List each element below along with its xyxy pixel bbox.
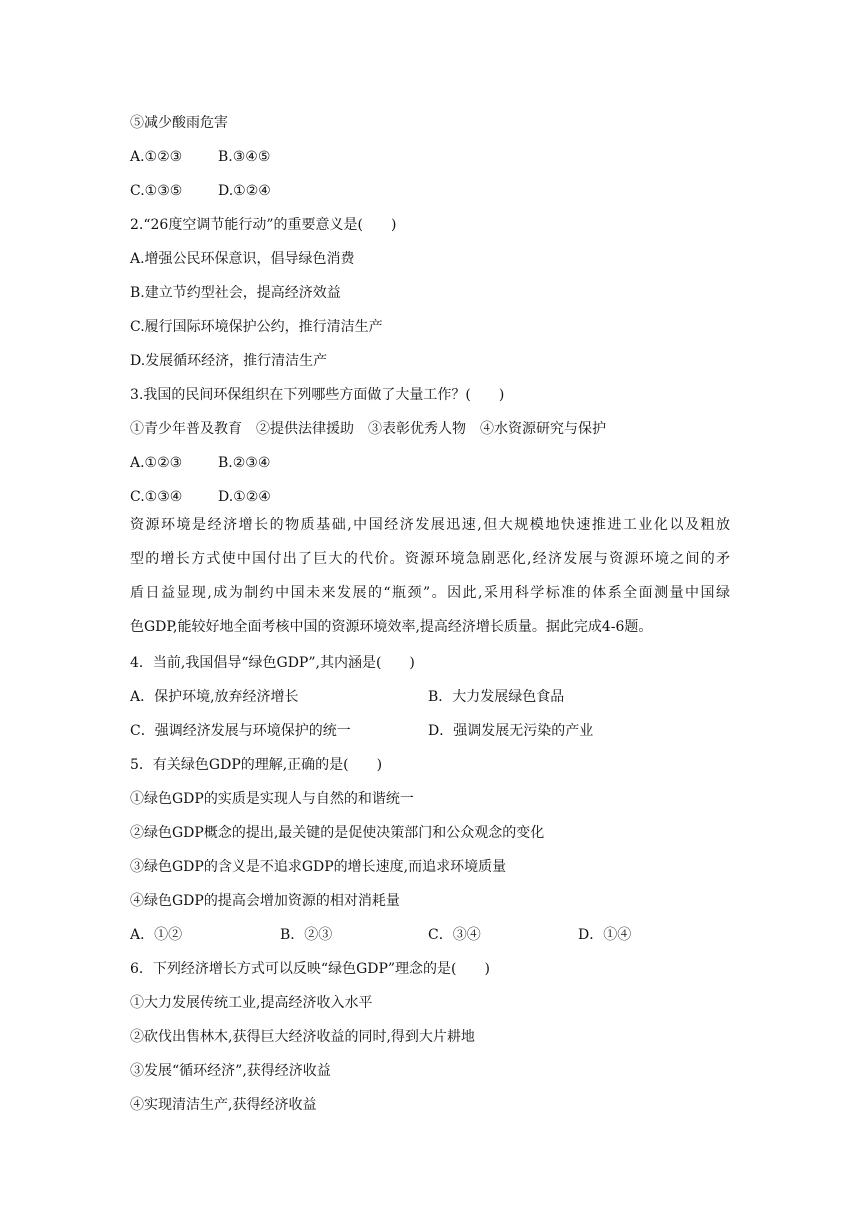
q6-item-1: ①大力发展传统工业,提高经济收入水平 xyxy=(130,995,373,1011)
q1-item-5: ⑤减少酸雨危害 xyxy=(130,115,228,131)
q2-stem: 2.“26度空调节能行动”的重要意义是( ) xyxy=(130,217,397,233)
passage-line: 型的增长方式使中国付出了巨大的代价。资源环境急剧恶化,经济发展与资源环境之间的矛 xyxy=(130,551,730,567)
q2-option-c: C.履行国际环境保护公约，推行清洁生产 xyxy=(130,319,383,335)
q4-option-d: D．强调发展无污染的产业 xyxy=(428,723,594,739)
q5-item-4: ④绿色GDP的提高会增加资源的相对消耗量 xyxy=(130,893,400,909)
q3-option-b: B.②③④ xyxy=(218,455,271,471)
q3-stem: 3.我国的民间环保组织在下列哪些方面做了大量工作？( ) xyxy=(130,387,505,403)
reading-passage xyxy=(130,508,730,644)
q4-option-a: A．保护环境,放弃经济增长 xyxy=(130,689,299,705)
q1-option-a: A.①②③ xyxy=(130,149,183,165)
passage-line: 色GDP,能较好地全面考核中国的资源环境效率,提高经济增长质量。据此完成4-6题。 xyxy=(130,619,653,635)
q2-option-b: B.建立节约型社会，提高经济效益 xyxy=(130,285,341,301)
q5-option-c: C．③④ xyxy=(428,927,481,943)
q5-option-a: A．①② xyxy=(130,927,183,943)
q6-item-2: ②砍伐出售林木,获得巨大经济收益的同时,得到大片耕地 xyxy=(130,1029,475,1045)
q5-option-b: B．②③ xyxy=(280,927,333,943)
q4-stem: 4．当前,我国倡导“绿色GDP”,其内涵是( ) xyxy=(130,655,415,671)
q5-stem: 5．有关绿色GDP的理解,正确的是( ) xyxy=(130,757,383,773)
q6-item-4: ④实现清洁生产,获得经济收益 xyxy=(130,1097,317,1113)
q5-item-2: ②绿色GDP概念的提出,最关键的是促使决策部门和公众观念的变化 xyxy=(130,825,545,841)
q6-item-3: ③发展“循环经济”,获得经济收益 xyxy=(130,1063,331,1079)
q2-option-a: A.增强公民环保意识，倡导绿色消费 xyxy=(130,251,355,267)
q4-option-b: B．大力发展绿色食品 xyxy=(428,689,565,705)
q5-option-d: D．①④ xyxy=(578,927,632,943)
q1-option-b: B.③④⑤ xyxy=(218,149,271,165)
passage-line: 资源环境是经济增长的物质基础,中国经济发展迅速,但大规模地快速推进工业化以及粗放 xyxy=(130,517,730,533)
q3-option-a: A.①②③ xyxy=(130,455,183,471)
q1-option-c: C.①③⑤ xyxy=(130,183,183,199)
q3-items: ①青少年普及教育 ②提供法律援助 ③表彰优秀人物 ④水资源研究与保护 xyxy=(130,421,606,437)
passage-line: 盾日益显现,成为制约中国未来发展的“瓶颈”。因此,采用科学标准的体系全面测量中国绿 xyxy=(130,585,730,601)
q5-item-3: ③绿色GDP的含义是不追求GDP的增长速度,而追求环境质量 xyxy=(130,859,507,875)
q5-item-1: ①绿色GDP的实质是实现人与自然的和谐统一 xyxy=(130,791,414,807)
q4-option-c: C．强调经济发展与环境保护的统一 xyxy=(130,723,351,739)
q2-option-d: D.发展循环经济，推行清洁生产 xyxy=(130,353,328,369)
q1-option-d: D.①②④ xyxy=(218,183,271,199)
q6-stem: 6．下列经济增长方式可以反映“绿色GDP”理念的是( ) xyxy=(130,961,490,977)
q3-option-c: C.①③④ xyxy=(130,489,183,505)
q3-option-d: D.①②④ xyxy=(218,489,271,505)
